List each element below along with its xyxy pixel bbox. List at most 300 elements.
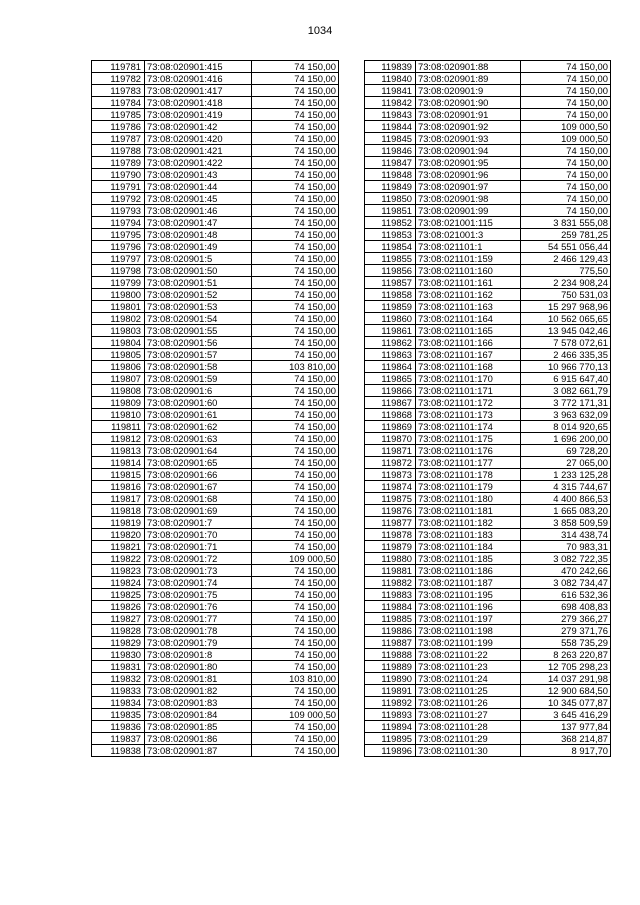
value-cell: 74 150,00 (252, 73, 339, 85)
cadastral-number-cell: 73:08:020901:51 (145, 277, 252, 289)
cadastral-number-cell: 73:08:021101:164 (416, 313, 521, 325)
row-number-cell: 119828 (92, 625, 145, 637)
row-number-cell: 119797 (92, 253, 145, 265)
row-number-cell: 119861 (365, 325, 416, 337)
row-number-cell: 119873 (365, 469, 416, 481)
value-cell: 279 366,27 (521, 613, 611, 625)
value-cell: 74 150,00 (252, 565, 339, 577)
table-row (92, 469, 339, 481)
row-number-cell: 119789 (92, 157, 145, 169)
table-row (92, 721, 339, 733)
table-row (92, 97, 339, 109)
value-cell: 74 150,00 (252, 421, 339, 433)
cadastral-number-cell: 73:08:020901:63 (145, 433, 252, 445)
table-row (92, 277, 339, 289)
cadastral-number-cell: 73:08:020901:65 (145, 457, 252, 469)
row-number-cell: 119862 (365, 337, 416, 349)
cadastral-number-cell: 73:08:020901:7 (145, 517, 252, 529)
row-number-cell: 119786 (92, 121, 145, 133)
cadastral-number-cell: 73:08:020901:55 (145, 325, 252, 337)
table-row (92, 373, 339, 385)
row-number-cell: 119796 (92, 241, 145, 253)
row-number-cell: 119799 (92, 277, 145, 289)
cadastral-number-cell: 73:08:020901:85 (145, 721, 252, 733)
cadastral-number-cell: 73:08:021101:198 (416, 625, 521, 637)
cadastral-number-cell: 73:08:020901:76 (145, 601, 252, 613)
cadastral-number-cell: 73:08:021101:168 (416, 361, 521, 373)
table-row (365, 445, 611, 457)
row-number-cell: 119814 (92, 457, 145, 469)
row-number-cell: 119827 (92, 613, 145, 625)
row-number-cell: 119858 (365, 289, 416, 301)
row-number-cell: 119893 (365, 709, 416, 721)
row-number-cell: 119890 (365, 673, 416, 685)
cadastral-number-cell: 73:08:020901:46 (145, 205, 252, 217)
value-cell: 74 150,00 (252, 685, 339, 697)
table-row (365, 409, 611, 421)
table-row (365, 541, 611, 553)
table-row (365, 697, 611, 709)
row-number-cell: 119805 (92, 349, 145, 361)
cadastral-number-cell: 73:08:020901:90 (416, 97, 521, 109)
cadastral-number-cell: 73:08:020901:66 (145, 469, 252, 481)
table-row (365, 625, 611, 637)
table-row (92, 565, 339, 577)
table-row (92, 589, 339, 601)
value-cell: 1 233 125,28 (521, 469, 611, 481)
table-row (365, 265, 611, 277)
table-row (365, 277, 611, 289)
cadastral-number-cell: 73:08:020901:87 (145, 745, 252, 757)
cadastral-number-cell: 73:08:020901:52 (145, 289, 252, 301)
value-cell: 775,50 (521, 265, 611, 277)
row-number-cell: 119843 (365, 109, 416, 121)
table-row (365, 637, 611, 649)
table-row (365, 301, 611, 313)
cadastral-number-cell: 73:08:020901:8 (145, 649, 252, 661)
cadastral-number-cell: 73:08:021101:166 (416, 337, 521, 349)
cadastral-number-cell: 73:08:020901:42 (145, 121, 252, 133)
value-cell: 103 810,00 (252, 361, 339, 373)
table-row (92, 613, 339, 625)
table-row (92, 133, 339, 145)
row-number-cell: 119803 (92, 325, 145, 337)
row-number-cell: 119785 (92, 109, 145, 121)
row-number-cell: 119877 (365, 517, 416, 529)
table-row (92, 361, 339, 373)
cadastral-number-cell: 73:08:020901:49 (145, 241, 252, 253)
table-row (365, 241, 611, 253)
value-cell: 74 150,00 (252, 133, 339, 145)
row-number-cell: 119831 (92, 661, 145, 673)
table-row (365, 613, 611, 625)
row-number-cell: 119888 (365, 649, 416, 661)
row-number-cell: 119791 (92, 181, 145, 193)
value-cell: 74 150,00 (252, 217, 339, 229)
row-number-cell: 119807 (92, 373, 145, 385)
row-number-cell: 119876 (365, 505, 416, 517)
row-number-cell: 119886 (365, 625, 416, 637)
value-cell: 74 150,00 (252, 205, 339, 217)
value-cell: 368 214,87 (521, 733, 611, 745)
table-row (92, 709, 339, 721)
cadastral-number-cell: 73:08:020901:89 (416, 73, 521, 85)
cadastral-number-cell: 73:08:020901:61 (145, 409, 252, 421)
row-number-cell: 119836 (92, 721, 145, 733)
table-row (92, 649, 339, 661)
table-row (92, 685, 339, 697)
value-cell: 74 150,00 (252, 613, 339, 625)
cadastral-number-cell: 73:08:021101:25 (416, 685, 521, 697)
row-number-cell: 119787 (92, 133, 145, 145)
value-cell: 616 532,36 (521, 589, 611, 601)
value-cell: 137 977,84 (521, 721, 611, 733)
cadastral-number-cell: 73:08:020901:88 (416, 61, 521, 73)
value-cell: 74 150,00 (521, 73, 611, 85)
row-number-cell: 119842 (365, 97, 416, 109)
cadastral-number-cell: 73:08:020901:415 (145, 61, 252, 73)
row-number-cell: 119804 (92, 337, 145, 349)
value-cell: 3 831 555,08 (521, 217, 611, 229)
row-number-cell: 119870 (365, 433, 416, 445)
cadastral-number-cell: 73:08:021101:24 (416, 673, 521, 685)
cadastral-number-cell: 73:08:021101:171 (416, 385, 521, 397)
row-number-cell: 119794 (92, 217, 145, 229)
table-row (92, 637, 339, 649)
table-row (92, 349, 339, 361)
table-row (92, 553, 339, 565)
cadastral-number-cell: 73:08:021101:165 (416, 325, 521, 337)
cadastral-number-cell: 73:08:021101:29 (416, 733, 521, 745)
row-number-cell: 119859 (365, 301, 416, 313)
row-number-cell: 119872 (365, 457, 416, 469)
row-number-cell: 119867 (365, 397, 416, 409)
value-cell: 74 150,00 (252, 517, 339, 529)
value-cell: 279 371,76 (521, 625, 611, 637)
value-cell: 74 150,00 (252, 349, 339, 361)
value-cell: 109 000,50 (252, 553, 339, 565)
row-number-cell: 119864 (365, 361, 416, 373)
table-row (92, 157, 339, 169)
value-cell: 314 438,74 (521, 529, 611, 541)
cadastral-number-cell: 73:08:021101:161 (416, 277, 521, 289)
row-number-cell: 119795 (92, 229, 145, 241)
cadastral-number-cell: 73:08:020901:44 (145, 181, 252, 193)
value-cell: 7 578 072,61 (521, 337, 611, 349)
value-cell: 74 150,00 (252, 397, 339, 409)
cadastral-number-cell: 73:08:020901:71 (145, 541, 252, 553)
row-number-cell: 119889 (365, 661, 416, 673)
value-cell: 74 150,00 (521, 157, 611, 169)
cadastral-number-cell: 73:08:020901:81 (145, 673, 252, 685)
table-row (365, 577, 611, 589)
cadastral-number-cell: 73:08:020901:5 (145, 253, 252, 265)
table-row (92, 745, 339, 757)
table-row (365, 349, 611, 361)
table-row (92, 493, 339, 505)
row-number-cell: 119813 (92, 445, 145, 457)
table-row (365, 121, 611, 133)
cadastral-number-cell: 73:08:020901:93 (416, 133, 521, 145)
table-row (92, 457, 339, 469)
value-cell: 1 696 200,00 (521, 433, 611, 445)
value-cell: 74 150,00 (252, 157, 339, 169)
value-cell: 74 150,00 (252, 109, 339, 121)
cadastral-number-cell: 73:08:021101:174 (416, 421, 521, 433)
row-number-cell: 119832 (92, 673, 145, 685)
value-cell: 74 150,00 (252, 409, 339, 421)
cadastral-number-cell: 73:08:021101:187 (416, 577, 521, 589)
table-row (365, 505, 611, 517)
value-cell: 74 150,00 (252, 721, 339, 733)
table-row (365, 661, 611, 673)
cadastral-number-cell: 73:08:020901:416 (145, 73, 252, 85)
row-number-cell: 119810 (92, 409, 145, 421)
cadastral-number-cell: 73:08:021101:167 (416, 349, 521, 361)
row-number-cell: 119857 (365, 277, 416, 289)
table-row (365, 325, 611, 337)
table-row (365, 493, 611, 505)
cadastral-number-cell: 73:08:020901:80 (145, 661, 252, 673)
row-number-cell: 119880 (365, 553, 416, 565)
value-cell: 74 150,00 (252, 169, 339, 181)
table-row (365, 469, 611, 481)
row-number-cell: 119878 (365, 529, 416, 541)
row-number-cell: 119783 (92, 85, 145, 97)
row-number-cell: 119860 (365, 313, 416, 325)
table-row (365, 217, 611, 229)
cadastral-number-cell: 73:08:020901:79 (145, 637, 252, 649)
cadastral-number-cell: 73:08:021101:172 (416, 397, 521, 409)
row-number-cell: 119823 (92, 565, 145, 577)
value-cell: 74 150,00 (252, 493, 339, 505)
cadastral-number-cell: 73:08:020901:60 (145, 397, 252, 409)
row-number-cell: 119896 (365, 745, 416, 757)
cadastral-number-cell: 73:08:020901:62 (145, 421, 252, 433)
cadastral-number-cell: 73:08:021101:27 (416, 709, 521, 721)
value-cell: 74 150,00 (252, 325, 339, 337)
table-row (365, 157, 611, 169)
table-row (365, 481, 611, 493)
cadastral-number-cell: 73:08:020901:73 (145, 565, 252, 577)
value-cell: 2 466 129,43 (521, 253, 611, 265)
value-cell: 74 150,00 (252, 385, 339, 397)
value-cell: 74 150,00 (252, 301, 339, 313)
cadastral-number-cell: 73:08:021101:163 (416, 301, 521, 313)
table-row (365, 397, 611, 409)
value-cell: 74 150,00 (252, 61, 339, 73)
row-number-cell: 119847 (365, 157, 416, 169)
table-row (365, 85, 611, 97)
right-register-table (364, 60, 611, 757)
table-row (365, 745, 611, 757)
cadastral-number-cell: 73:08:021101:180 (416, 493, 521, 505)
table-row (92, 397, 339, 409)
table-row (92, 625, 339, 637)
cadastral-number-cell: 73:08:021101:23 (416, 661, 521, 673)
row-number-cell: 119835 (92, 709, 145, 721)
cadastral-number-cell: 73:08:020901:94 (416, 145, 521, 157)
row-number-cell: 119874 (365, 481, 416, 493)
cadastral-number-cell: 73:08:020901:72 (145, 553, 252, 565)
row-number-cell: 119882 (365, 577, 416, 589)
row-number-cell: 119853 (365, 229, 416, 241)
cadastral-number-cell: 73:08:020901:43 (145, 169, 252, 181)
table-row (365, 229, 611, 241)
cadastral-number-cell: 73:08:020901:6 (145, 385, 252, 397)
row-number-cell: 119800 (92, 289, 145, 301)
row-number-cell: 119829 (92, 637, 145, 649)
row-number-cell: 119839 (365, 61, 416, 73)
table-row (365, 73, 611, 85)
table-row (365, 673, 611, 685)
cadastral-number-cell: 73:08:021101:197 (416, 613, 521, 625)
table-row (365, 133, 611, 145)
value-cell: 74 150,00 (252, 625, 339, 637)
table-row (365, 649, 611, 661)
row-number-cell: 119851 (365, 205, 416, 217)
row-number-cell: 119808 (92, 385, 145, 397)
right-table-body (365, 61, 611, 757)
row-number-cell: 119868 (365, 409, 416, 421)
value-cell: 74 150,00 (252, 481, 339, 493)
row-number-cell: 119841 (365, 85, 416, 97)
cadastral-number-cell: 73:08:020901:64 (145, 445, 252, 457)
value-cell: 3 858 509,59 (521, 517, 611, 529)
cadastral-number-cell: 73:08:020901:83 (145, 697, 252, 709)
value-cell: 750 531,03 (521, 289, 611, 301)
cadastral-number-cell: 73:08:021101:185 (416, 553, 521, 565)
value-cell: 74 150,00 (252, 457, 339, 469)
value-cell: 74 150,00 (252, 577, 339, 589)
table-row (92, 241, 339, 253)
cadastral-number-cell: 73:08:021101:196 (416, 601, 521, 613)
table-row (365, 709, 611, 721)
cadastral-number-cell: 73:08:020901:45 (145, 193, 252, 205)
row-number-cell: 119852 (365, 217, 416, 229)
row-number-cell: 119818 (92, 505, 145, 517)
cadastral-number-cell: 73:08:021101:181 (416, 505, 521, 517)
value-cell: 1 665 083,20 (521, 505, 611, 517)
value-cell: 74 150,00 (521, 205, 611, 217)
row-number-cell: 119848 (365, 169, 416, 181)
table-row (365, 313, 611, 325)
value-cell: 10 966 770,13 (521, 361, 611, 373)
cadastral-number-cell: 73:08:020901:92 (416, 121, 521, 133)
row-number-cell: 119816 (92, 481, 145, 493)
value-cell: 74 150,00 (252, 433, 339, 445)
value-cell: 259 781,25 (521, 229, 611, 241)
table-row (92, 481, 339, 493)
cadastral-number-cell: 73:08:020901:56 (145, 337, 252, 349)
value-cell: 74 150,00 (252, 265, 339, 277)
value-cell: 74 150,00 (521, 97, 611, 109)
value-cell: 69 728,20 (521, 445, 611, 457)
cadastral-number-cell: 73:08:021001:3 (416, 229, 521, 241)
row-number-cell: 119846 (365, 145, 416, 157)
table-row (92, 181, 339, 193)
row-number-cell: 119875 (365, 493, 416, 505)
value-cell: 74 150,00 (252, 337, 339, 349)
value-cell: 109 000,50 (521, 121, 611, 133)
value-cell: 74 150,00 (252, 733, 339, 745)
value-cell: 74 150,00 (252, 505, 339, 517)
cadastral-number-cell: 73:08:020901:417 (145, 85, 252, 97)
cadastral-number-cell: 73:08:020901:54 (145, 313, 252, 325)
cadastral-number-cell: 73:08:021101:1 (416, 241, 521, 253)
value-cell: 74 150,00 (252, 637, 339, 649)
value-cell: 74 150,00 (252, 589, 339, 601)
value-cell: 74 150,00 (252, 745, 339, 757)
value-cell: 109 000,50 (252, 709, 339, 721)
cadastral-number-cell: 73:08:020901:70 (145, 529, 252, 541)
cadastral-number-cell: 73:08:020901:421 (145, 145, 252, 157)
value-cell: 74 150,00 (252, 445, 339, 457)
table-row (365, 361, 611, 373)
table-row (365, 733, 611, 745)
row-number-cell: 119809 (92, 397, 145, 409)
value-cell: 3 772 171,31 (521, 397, 611, 409)
cadastral-number-cell: 73:08:021101:186 (416, 565, 521, 577)
value-cell: 10 562 065,65 (521, 313, 611, 325)
table-row (365, 589, 611, 601)
cadastral-number-cell: 73:08:020901:91 (416, 109, 521, 121)
value-cell: 74 150,00 (521, 61, 611, 73)
value-cell: 74 150,00 (252, 541, 339, 553)
row-number-cell: 119824 (92, 577, 145, 589)
cadastral-number-cell: 73:08:021001:115 (416, 217, 521, 229)
table-row (92, 577, 339, 589)
row-number-cell: 119782 (92, 73, 145, 85)
row-number-cell: 119837 (92, 733, 145, 745)
cadastral-number-cell: 73:08:020901:69 (145, 505, 252, 517)
value-cell: 74 150,00 (252, 253, 339, 265)
value-cell: 10 345 077,87 (521, 697, 611, 709)
value-cell: 103 810,00 (252, 673, 339, 685)
value-cell: 8 263 220,87 (521, 649, 611, 661)
cadastral-number-cell: 73:08:020901:75 (145, 589, 252, 601)
value-cell: 12 900 684,50 (521, 685, 611, 697)
cadastral-number-cell: 73:08:021101:184 (416, 541, 521, 553)
table-row (365, 553, 611, 565)
value-cell: 74 150,00 (252, 241, 339, 253)
row-number-cell: 119863 (365, 349, 416, 361)
cadastral-number-cell: 73:08:020901:74 (145, 577, 252, 589)
row-number-cell: 119834 (92, 697, 145, 709)
cadastral-number-cell: 73:08:020901:95 (416, 157, 521, 169)
cadastral-number-cell: 73:08:021101:175 (416, 433, 521, 445)
value-cell: 3 645 416,29 (521, 709, 611, 721)
row-number-cell: 119849 (365, 181, 416, 193)
table-row (92, 445, 339, 457)
cadastral-number-cell: 73:08:020901:96 (416, 169, 521, 181)
page-number: 1034 (307, 25, 333, 37)
table-row (365, 565, 611, 577)
cadastral-number-cell: 73:08:021101:162 (416, 289, 521, 301)
value-cell: 74 150,00 (521, 193, 611, 205)
table-row (92, 229, 339, 241)
row-number-cell: 119788 (92, 145, 145, 157)
value-cell: 14 037 291,98 (521, 673, 611, 685)
table-row (365, 457, 611, 469)
value-cell: 74 150,00 (252, 193, 339, 205)
value-cell: 109 000,50 (521, 133, 611, 145)
value-cell: 698 408,83 (521, 601, 611, 613)
row-number-cell: 119784 (92, 97, 145, 109)
value-cell: 3 082 734,47 (521, 577, 611, 589)
cadastral-number-cell: 73:08:020901:57 (145, 349, 252, 361)
value-cell: 4 400 866,53 (521, 493, 611, 505)
